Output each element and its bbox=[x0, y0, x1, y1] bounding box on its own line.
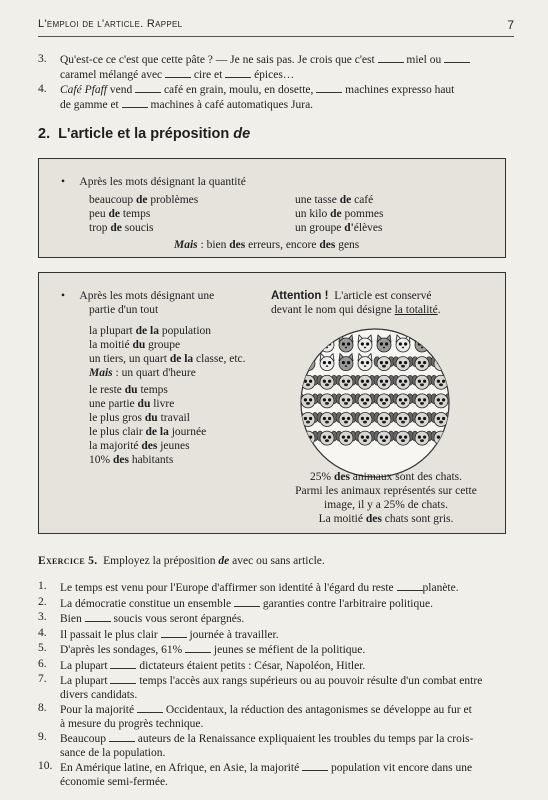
example: le plus clair de la journée bbox=[89, 426, 207, 438]
list-item bbox=[38, 52, 506, 82]
item-text: miel ou bbox=[406, 54, 442, 66]
exercise-item bbox=[38, 611, 506, 627]
example: le reste du temps bbox=[89, 384, 168, 396]
example: trop de soucis bbox=[89, 222, 154, 234]
header-rule bbox=[38, 36, 514, 37]
item-text: Café Pfaff bbox=[60, 84, 107, 96]
item-text: garanties contre l'arbitraire politique. bbox=[260, 597, 433, 610]
exercise-item bbox=[38, 760, 506, 789]
item-text: de gamme et bbox=[60, 99, 119, 111]
examples-left-a bbox=[89, 324, 246, 380]
blank[interactable] bbox=[234, 596, 260, 607]
item-text: cire et bbox=[193, 69, 223, 81]
example: un tiers, un quart de la classe, etc. bbox=[89, 353, 246, 365]
item-text: Bien bbox=[60, 613, 85, 625]
example: la moitié du groupe bbox=[89, 339, 181, 351]
item-text: économie semi-fermée. bbox=[60, 775, 168, 788]
item-number: 1. bbox=[38, 580, 47, 592]
figure-caption: 25% des animaux sont des chats. Parmi les animaux représentés sur cette image, il y a 25% de chats. La moitié des chats sont gris. bbox=[295, 471, 477, 525]
blank[interactable] bbox=[161, 627, 187, 638]
item-number: 4. bbox=[38, 83, 47, 95]
example: peu de temps bbox=[89, 208, 151, 220]
mais-line: Mais : bien des erreurs, encore des gens bbox=[174, 239, 360, 251]
item-number: 10. bbox=[38, 760, 53, 772]
page-number: 7 bbox=[507, 18, 514, 32]
exercise-item bbox=[38, 596, 506, 612]
example: la plupart de la population bbox=[89, 325, 212, 337]
examples-left-b bbox=[89, 383, 206, 467]
item-text: temps l'accès aux rangs supérieurs ou au pouvoir résulte d'un combat entre bbox=[136, 675, 483, 687]
blank[interactable] bbox=[137, 702, 163, 713]
example: la majorité des jeunes bbox=[89, 440, 190, 452]
item-text: population vit encore dans une bbox=[328, 762, 473, 774]
example: le plus gros du travail bbox=[89, 412, 190, 424]
example: un kilo de pommes bbox=[295, 208, 384, 220]
examples-col1 bbox=[89, 193, 198, 235]
blank[interactable] bbox=[85, 611, 111, 622]
item-number: 3. bbox=[38, 611, 47, 623]
item-text: La plupart bbox=[60, 675, 111, 687]
attention-note: Attention ! L'article est conservé devant le nom qui désigne la totalité. bbox=[271, 290, 441, 316]
item-text: En Amérique latine, en Afrique, en Asie, la majorité bbox=[60, 762, 303, 774]
cat-icon bbox=[434, 335, 448, 352]
item-number: 3. bbox=[38, 53, 47, 65]
rule-box-quantity bbox=[38, 158, 506, 258]
heading-text: Après les mots désignant la quantité bbox=[79, 176, 246, 188]
example: une partie du livre bbox=[89, 398, 175, 410]
item-text: soucis vous seront épargnés. bbox=[110, 613, 245, 625]
item-text: divers candidats. bbox=[60, 688, 138, 701]
blank[interactable] bbox=[397, 580, 423, 591]
item-number: 4. bbox=[38, 626, 47, 639]
item-text: Il passait le plus clair bbox=[60, 628, 161, 641]
exercise-item bbox=[38, 673, 506, 702]
item-text: Beaucoup bbox=[60, 733, 109, 745]
item-text: machines expresso haut bbox=[345, 84, 455, 96]
item-number: 5. bbox=[38, 642, 47, 654]
cat-icon bbox=[301, 335, 315, 352]
blank[interactable] bbox=[185, 642, 211, 653]
bullet-heading-cont: partie d'un tout bbox=[89, 304, 159, 316]
example: un groupe d'élèves bbox=[295, 222, 383, 234]
item-text: vend bbox=[109, 84, 133, 96]
section-number: 2. bbox=[38, 126, 51, 142]
section-title bbox=[38, 126, 250, 142]
item-number: 2. bbox=[38, 595, 47, 608]
item-text: La démocratie constitue un ensemble bbox=[60, 597, 235, 610]
examples-col2 bbox=[295, 193, 384, 235]
section-title-italic: de bbox=[233, 126, 251, 142]
example: une tasse de café bbox=[295, 194, 374, 206]
exercise-list bbox=[38, 580, 506, 789]
blank[interactable] bbox=[225, 67, 251, 78]
bullet-heading: • Après les mots désignant une bbox=[61, 290, 215, 302]
item-number: 6. bbox=[38, 657, 47, 670]
item-text: dictateurs étaient petits : César, Napoléon, Hitler. bbox=[136, 659, 366, 672]
exercise-title: Exercice 5. Employez la préposition de avec ou sans article. bbox=[38, 555, 325, 567]
list-item bbox=[38, 82, 506, 112]
item-text: sance de la population. bbox=[60, 746, 166, 759]
exercise-item bbox=[38, 580, 506, 596]
example: Mais : un quart d'heure bbox=[89, 367, 196, 379]
blank[interactable] bbox=[110, 658, 136, 669]
item-text: Occidentaux, la réduction des antagonismes se développe au fur et bbox=[162, 704, 472, 716]
exercise-item bbox=[38, 702, 506, 731]
item-text: caramel mélangé avec bbox=[60, 69, 163, 81]
exercise-item bbox=[38, 642, 506, 658]
blank[interactable] bbox=[122, 97, 148, 108]
item-text: journée à travailler. bbox=[186, 628, 279, 641]
item-text: planète. bbox=[422, 582, 459, 594]
item-text: auteurs de la Renaissance expliquaient les troubles du temps par la crois- bbox=[134, 733, 474, 745]
item-text: Le temps est venu pour l'Europe d'affirmer son identité à l'égard du reste bbox=[60, 582, 397, 594]
rule-box-part bbox=[38, 272, 506, 534]
item-number: 8. bbox=[38, 702, 47, 714]
exercise-item bbox=[38, 731, 506, 760]
item-number: 7. bbox=[38, 673, 47, 685]
example: 10% des habitants bbox=[89, 454, 174, 466]
blank[interactable] bbox=[316, 82, 342, 93]
blank[interactable] bbox=[302, 760, 328, 771]
item-text: à mesure du progrès technique. bbox=[60, 717, 204, 730]
blank[interactable] bbox=[110, 673, 136, 684]
item-text: café en grain, moulu, en dosette, bbox=[163, 84, 314, 96]
section-title-text: L'article et la préposition bbox=[58, 126, 230, 142]
item-text: jeunes se méfient de la politique. bbox=[211, 644, 366, 656]
item-number: 9. bbox=[38, 731, 47, 743]
blank[interactable] bbox=[165, 67, 191, 78]
blank[interactable] bbox=[444, 52, 470, 63]
example: beaucoup de problèmes bbox=[89, 194, 199, 206]
animals-illustration bbox=[299, 327, 451, 479]
exercise-item bbox=[38, 627, 506, 643]
running-header: L'emploi de l'article. Rappel bbox=[38, 18, 183, 30]
item-text: Pour la majorité bbox=[60, 704, 137, 716]
blank[interactable] bbox=[135, 82, 161, 93]
item-text: Qu'est-ce ce c'est que cette pâte ? — Je ne sais pas. Je crois que c'est bbox=[60, 54, 375, 66]
blank[interactable] bbox=[378, 52, 404, 63]
item-text: D'après les sondages, 61% bbox=[60, 644, 186, 656]
item-text: machines à café automatiques Jura. bbox=[150, 99, 314, 111]
item-text: La plupart bbox=[60, 659, 111, 672]
blank[interactable] bbox=[109, 731, 135, 742]
exercise-item bbox=[38, 658, 506, 674]
item-text: épices… bbox=[254, 69, 295, 81]
cat-icon bbox=[320, 335, 334, 352]
bullet-heading: • Après les mots désignant la quantité bbox=[61, 176, 246, 188]
